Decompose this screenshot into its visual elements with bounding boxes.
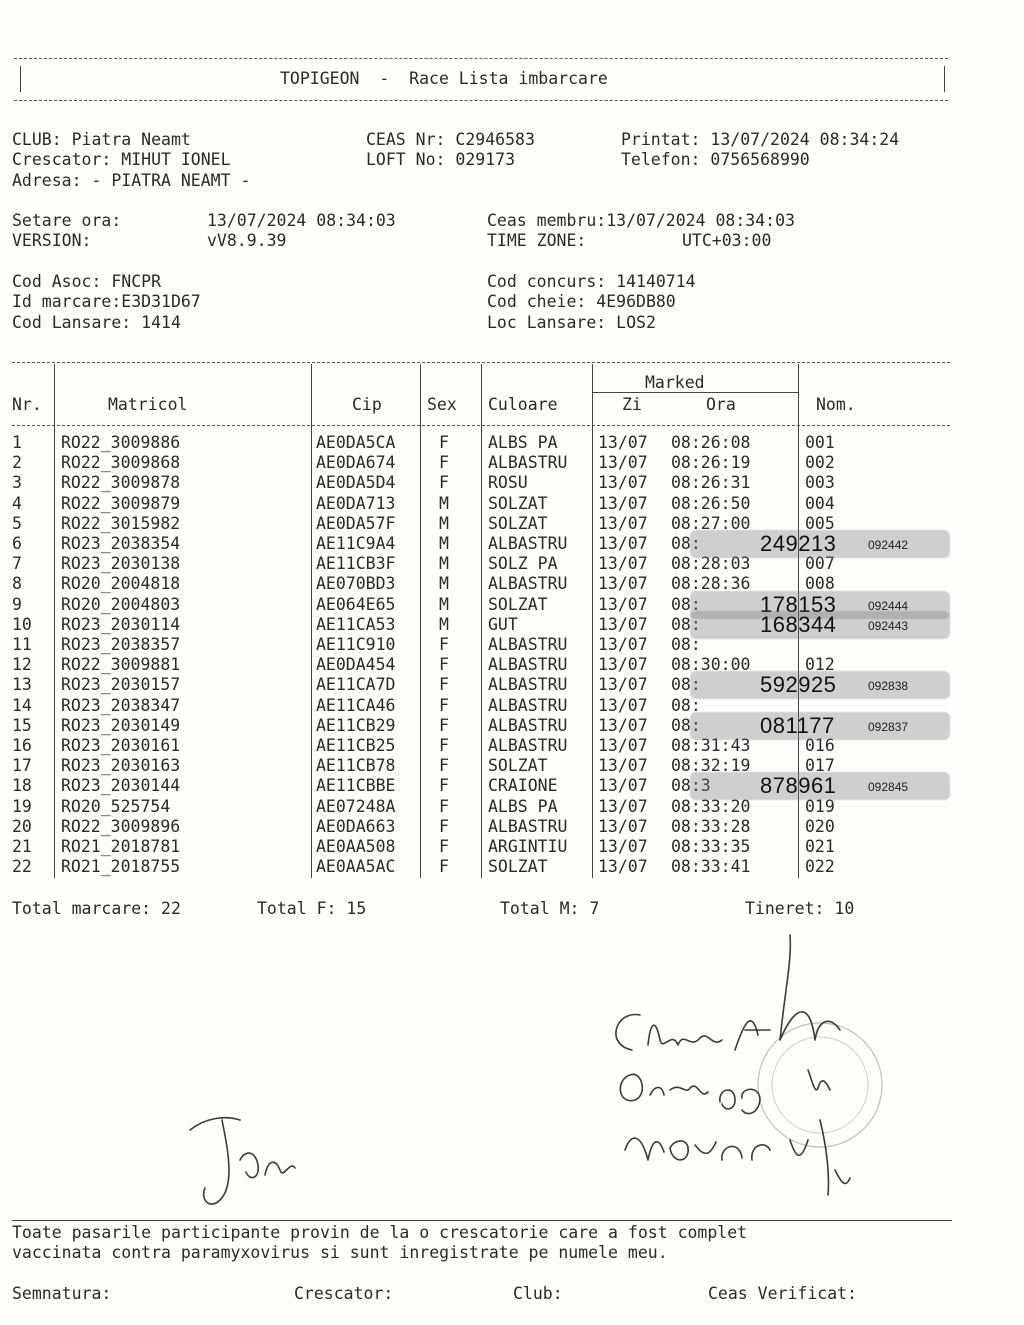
total-f: Total F: 15 [257, 899, 367, 918]
cell-cip: AE070BD3 [316, 574, 396, 594]
cell-culoare: SOLZAT [488, 513, 548, 533]
time-zone-label: TIME ZONE: [487, 231, 587, 250]
cell-ora: 08: [671, 635, 701, 654]
cell-zi: 13/07 [598, 614, 648, 634]
cell-zi: 13/07 [598, 695, 648, 715]
cell-nr: 21 [12, 837, 32, 856]
cell-nom: 012 [805, 655, 835, 675]
cell-culoare: ALBASTRU [488, 736, 568, 755]
cell-nom: 022 [805, 857, 835, 877]
cell-cip: AE07248A [316, 796, 396, 816]
cell-nr: 9 [12, 594, 22, 614]
cell-ora: 08:31:43 [671, 736, 751, 755]
col-divider [311, 364, 312, 878]
cell-sex: M [439, 554, 449, 574]
cell-sex: F [439, 655, 449, 675]
cell-ora: 08: [671, 614, 701, 634]
cell-cip: AE064E65 [316, 594, 396, 614]
cell-nr: 20 [12, 816, 32, 836]
cod-cheie: Cod cheie: 4E96DB80 [487, 292, 676, 311]
stamp-code: 168344 [760, 611, 837, 637]
cell-culoare: SOLZAT [488, 756, 548, 776]
cell-cip: AE0DA674 [316, 453, 396, 473]
cell-nom: 002 [805, 453, 835, 473]
cell-ora: 08:33:28 [671, 816, 751, 836]
cell-zi: 13/07 [598, 453, 648, 473]
total-marcare: Total marcare: 22 [12, 899, 181, 918]
title-box-left [20, 66, 21, 92]
cell-cip: AE0AA508 [316, 837, 396, 856]
col-divider [481, 364, 482, 878]
label-semnatura: Semnatura: [12, 1284, 112, 1303]
cell-ora: 08:28:36 [671, 574, 751, 594]
stamp-time: 092845 [868, 780, 909, 795]
cell-matricol: RO22_3009868 [61, 453, 181, 473]
cell-zi: 13/07 [598, 816, 648, 836]
cell-nom: 007 [805, 554, 835, 574]
cell-zi: 13/07 [598, 776, 648, 796]
cell-nr: 19 [12, 796, 32, 816]
cell-nom: 001 [805, 433, 835, 452]
title-box-top [14, 58, 948, 59]
cell-matricol: RO23_2030138 [61, 554, 181, 574]
stamp-time: 092444 [868, 598, 909, 613]
cell-culoare: ALBASTRU [488, 816, 568, 836]
adresa-line: Adresa: - PIATRA NEAMT - [12, 171, 251, 190]
cell-cip: AE0DA57F [316, 513, 396, 533]
cell-culoare: ALBS PA [488, 433, 558, 452]
cell-nr: 18 [12, 776, 32, 796]
cell-culoare: CRAIONE [488, 776, 558, 796]
cell-matricol: RO23_2030157 [61, 675, 181, 695]
cell-culoare: SOLZAT [488, 493, 548, 513]
cell-culoare: ALBASTRU [488, 574, 568, 594]
cell-nom: 008 [805, 574, 835, 594]
cell-cip: AE11CB25 [316, 736, 396, 755]
cell-sex: F [439, 473, 449, 493]
printat: Printat: 13/07/2024 08:34:24 [621, 130, 900, 149]
cell-nr: 4 [12, 493, 22, 513]
cell-cip: AE11CB3F [316, 554, 396, 574]
cell-cip: AE0AA5AC [316, 857, 396, 877]
cell-matricol: RO22_3009886 [61, 433, 181, 452]
page-title: TOPIGEON - Race Lista imbarcare [280, 69, 608, 88]
cell-nr: 12 [12, 655, 32, 675]
loft-no: LOFT No: 029173 [366, 150, 516, 169]
cell-sex: F [439, 736, 449, 755]
club-line: CLUB: Piatra Neamt [12, 130, 191, 149]
cell-sex: F [439, 837, 449, 856]
cell-matricol: RO23_2030163 [61, 756, 181, 776]
title-box-right [944, 66, 945, 92]
stamp-code: 081177 [760, 712, 835, 738]
statement-line1: Toate pasarile participante provin de la o crescatorie care a fost complet [12, 1223, 748, 1242]
cell-zi: 13/07 [598, 594, 648, 614]
cell-nr: 6 [12, 534, 22, 553]
cell-culoare: ALBASTRU [488, 534, 568, 553]
ceas-nr: CEAS Nr: C2946583 [366, 130, 535, 149]
cell-cip: AE11CA46 [316, 695, 396, 715]
telefon: Telefon: 0756568990 [621, 150, 810, 169]
cell-sex: F [439, 635, 449, 654]
cell-matricol: RO21_2018781 [61, 837, 181, 856]
cell-matricol: RO20_525754 [61, 796, 171, 816]
cell-ora: 08: [671, 534, 701, 553]
cell-matricol: RO23_2030144 [61, 776, 181, 796]
cell-cip: AE0DA454 [316, 655, 396, 675]
cell-matricol: RO23_2030149 [61, 715, 181, 735]
cell-zi: 13/07 [598, 756, 648, 776]
cell-nr: 8 [12, 574, 22, 594]
cell-ora: 08: [671, 594, 701, 614]
cell-sex: F [439, 816, 449, 836]
cell-sex: F [439, 453, 449, 473]
cell-nom: 019 [805, 796, 835, 816]
cell-ora: 08: [671, 675, 701, 695]
total-m: Total M: 7 [500, 899, 600, 918]
label-crescator: Crescator: [294, 1284, 394, 1303]
cell-ora: 08:33:41 [671, 857, 751, 877]
marked-divider [592, 392, 798, 393]
cell-zi: 13/07 [598, 635, 648, 654]
stamp-time: 092443 [868, 618, 909, 633]
header-matricol: Matricol [108, 395, 188, 414]
cell-nr: 16 [12, 736, 32, 755]
total-tineret: Tineret: 10 [745, 899, 855, 918]
cell-sex: M [439, 614, 449, 634]
cell-matricol: RO23_2030161 [61, 736, 181, 755]
cell-nr: 22 [12, 857, 32, 877]
cell-nr: 7 [12, 554, 22, 574]
cell-nom: 004 [805, 493, 835, 513]
cell-cip: AE11CB29 [316, 715, 396, 735]
cell-matricol: RO22_3009896 [61, 816, 181, 836]
cell-culoare: SOLZAT [488, 857, 548, 877]
cell-nr: 3 [12, 473, 22, 493]
header-cip: Cip [352, 395, 382, 414]
cell-matricol: RO23_2038347 [61, 695, 181, 715]
cell-matricol: RO22_3015982 [61, 513, 181, 533]
cell-nom: 017 [805, 756, 835, 776]
cell-zi: 13/07 [598, 513, 648, 533]
stamp-code: 249213 [760, 531, 837, 556]
col-divider [54, 364, 55, 878]
cell-zi: 13/07 [598, 534, 648, 553]
cell-culoare: ALBASTRU [488, 715, 568, 735]
cell-cip: AE0DA5CA [316, 433, 396, 452]
cell-culoare: ALBASTRU [488, 635, 568, 654]
label-club: Club: [513, 1284, 563, 1303]
cell-matricol: RO20_2004818 [61, 574, 181, 594]
cell-sex: F [439, 857, 449, 877]
cell-cip: AE0DA713 [316, 493, 396, 513]
cell-cip: AE11CB78 [316, 756, 396, 776]
cell-cip: AE0DA663 [316, 816, 396, 836]
cell-nom: 021 [805, 837, 835, 856]
cell-sex: F [439, 675, 449, 695]
cell-matricol: RO23_2038354 [61, 534, 181, 553]
header-nr: Nr. [12, 395, 42, 414]
cell-zi: 13/07 [598, 655, 648, 675]
cell-sex: M [439, 513, 449, 533]
cell-nr: 5 [12, 513, 22, 533]
cell-sex: M [439, 534, 449, 553]
footer-rule [12, 1220, 952, 1221]
cell-culoare: ARGINTIU [488, 837, 568, 856]
cell-matricol: RO22_3009878 [61, 473, 181, 493]
cell-ora: 08: [671, 715, 701, 735]
cell-nom: 020 [805, 816, 835, 836]
header-zi: Zi [622, 395, 642, 414]
cell-cip: AE11CBBE [316, 776, 396, 796]
version-label: VERSION: [12, 231, 92, 250]
header-ora: Ora [706, 395, 736, 414]
cell-sex: M [439, 574, 449, 594]
cell-zi: 13/07 [598, 433, 648, 452]
cell-ora: 08:26:08 [671, 433, 751, 452]
cell-culoare: ALBASTRU [488, 655, 568, 675]
cell-zi: 13/07 [598, 796, 648, 816]
cell-matricol: RO21_2018755 [61, 857, 181, 877]
cell-zi: 13/07 [598, 675, 648, 695]
cell-cip: AE11CA7D [316, 675, 396, 695]
cell-nr: 17 [12, 756, 32, 776]
cell-nom: 016 [805, 736, 835, 755]
cell-ora: 08:26:31 [671, 473, 751, 493]
cell-ora: 08:33:35 [671, 837, 751, 856]
time-zone-value: UTC+03:00 [682, 231, 772, 250]
setare-ora-value: 13/07/2024 08:34:03 [207, 211, 396, 230]
cell-nr: 14 [12, 695, 32, 715]
cod-asoc: Cod Asoc: FNCPR [12, 272, 162, 291]
header-nom: Nom. [816, 395, 856, 414]
cell-ora: 08:30:00 [671, 655, 751, 675]
id-marcare: Id marcare:E3D31D67 [12, 292, 201, 311]
header-culoare: Culoare [488, 395, 558, 414]
cell-ora: 08:26:50 [671, 493, 751, 513]
col-divider [420, 364, 421, 878]
cell-ora: 08:33:20 [671, 796, 751, 816]
cell-ora: 08:26:19 [671, 453, 751, 473]
cell-nom: 003 [805, 473, 835, 493]
cell-nr: 10 [12, 614, 32, 634]
setare-ora-label: Setare ora: [12, 211, 122, 230]
cell-nr: 11 [12, 635, 32, 654]
version-value: vV8.9.39 [207, 231, 287, 250]
header-sex: Sex [427, 395, 457, 414]
stamp-code: 592925 [760, 672, 837, 698]
cell-culoare: ALBASTRU [488, 453, 568, 473]
header-marked: Marked [645, 373, 705, 392]
cell-zi: 13/07 [598, 554, 648, 574]
cell-nom: 005 [805, 513, 835, 533]
cell-culoare: SOLZAT [488, 594, 548, 614]
cell-matricol: RO20_2004803 [61, 594, 181, 614]
cell-matricol: RO23_2030114 [61, 614, 181, 634]
cell-sex: F [439, 776, 449, 796]
cell-ora: 08:3 [671, 776, 711, 796]
cell-cip: AE11C910 [316, 635, 396, 654]
crescator-line: Crescator: MIHUT IONEL [12, 150, 231, 169]
cell-culoare: SOLZ PA [488, 554, 558, 574]
stamp-code: 178153 [760, 591, 837, 617]
cell-zi: 13/07 [598, 837, 648, 856]
cell-sex: M [439, 594, 449, 614]
cell-zi: 13/07 [598, 715, 648, 735]
cell-culoare: ALBASTRU [488, 675, 568, 695]
cod-concurs: Cod concurs: 14140714 [487, 272, 696, 291]
cell-cip: AE0DA5D4 [316, 473, 396, 493]
cell-ora: 08:27:00 [671, 513, 751, 533]
col-divider [592, 364, 593, 878]
cell-culoare: ROSU [488, 473, 528, 493]
cell-cip: AE11CA53 [316, 614, 396, 634]
cell-zi: 13/07 [598, 736, 648, 755]
cell-zi: 13/07 [598, 574, 648, 594]
title-box-bottom [14, 100, 948, 101]
table-top-rule [12, 362, 950, 363]
cell-sex: F [439, 796, 449, 816]
stamp-time: 092838 [868, 679, 909, 694]
stamp-time: 092837 [868, 719, 909, 734]
cell-matricol: RO22_3009881 [61, 655, 181, 675]
cell-matricol: RO23_2038357 [61, 635, 181, 654]
cell-culoare: GUT [488, 614, 518, 634]
cell-cip: AE11C9A4 [316, 534, 396, 553]
cell-nr: 15 [12, 715, 32, 735]
cell-culoare: ALBS PA [488, 796, 558, 816]
cell-ora: 08:28:03 [671, 554, 751, 574]
cell-nr: 2 [12, 453, 22, 473]
cell-zi: 13/07 [598, 473, 648, 493]
cell-sex: F [439, 433, 449, 452]
cell-ora: 08:32:19 [671, 756, 751, 776]
cell-zi: 13/07 [598, 857, 648, 877]
statement-line2: vaccinata contra paramyxovirus si sunt inregistrate pe numele meu. [12, 1243, 668, 1262]
cell-sex: F [439, 715, 449, 735]
cell-ora: 08: [671, 695, 701, 715]
cell-sex: F [439, 756, 449, 776]
stamp-time: 092442 [868, 538, 909, 552]
cod-lansare: Cod Lansare: 1414 [12, 313, 181, 332]
cell-culoare: ALBASTRU [488, 695, 568, 715]
cell-nr: 13 [12, 675, 32, 695]
cell-sex: F [439, 695, 449, 715]
cell-matricol: RO22_3009879 [61, 493, 181, 513]
cell-zi: 13/07 [598, 493, 648, 513]
cell-sex: M [439, 493, 449, 513]
label-ceas-verificat: Ceas Verificat: [708, 1284, 858, 1303]
stamp-code: 878961 [760, 773, 837, 799]
ceas-membru: Ceas membru:13/07/2024 08:34:03 [487, 211, 795, 230]
cell-nr: 1 [12, 433, 22, 452]
loc-lansare: Loc Lansare: LOS2 [487, 313, 656, 332]
